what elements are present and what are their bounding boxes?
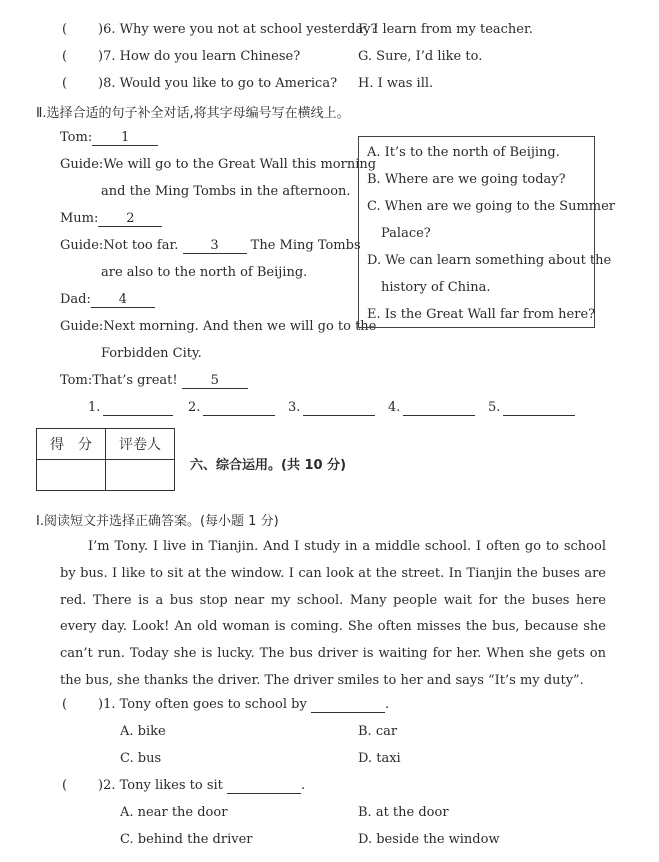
- answer-field-1[interactable]: [103, 401, 173, 416]
- q1-paren: (: [62, 697, 68, 712]
- option-c-cont: Palace?: [381, 226, 431, 241]
- dialogue-line-tom-1: Tom: 1: [60, 130, 158, 146]
- q1-blank[interactable]: [311, 698, 385, 713]
- answer-field-5[interactable]: [503, 401, 575, 416]
- q2-stem: )2. Tony likes to sit .: [98, 778, 306, 793]
- options-box: [358, 136, 616, 328]
- option-d-cont: history of China.: [381, 280, 491, 295]
- dialogue-line-tom-2: Tom:That’s great! 5: [60, 373, 248, 389]
- answer-field-4[interactable]: [403, 401, 475, 416]
- grader-header: 评卷人: [106, 429, 175, 460]
- answer-field-2[interactable]: [203, 401, 275, 416]
- score-cell[interactable]: [37, 460, 106, 491]
- q2-option-b[interactable]: B. at the door: [358, 805, 449, 820]
- option-c: C. When are we going to the Summer: [367, 199, 616, 214]
- grader-table: [36, 428, 175, 491]
- q2-option-d[interactable]: D. beside the window: [358, 832, 500, 847]
- section-6-title: 六、综合运用。(共 10 分): [190, 458, 347, 473]
- option-a: A. It’s to the north of Beijing.: [367, 145, 560, 160]
- option-d: D. We can learn something about the: [367, 253, 612, 268]
- item-8-paren: (: [62, 76, 68, 91]
- q1-option-d[interactable]: D. taxi: [358, 751, 401, 766]
- q2-option-c[interactable]: C. behind the driver: [120, 832, 253, 847]
- answer-blank-3[interactable]: 3: [183, 239, 247, 254]
- answer-blank-5[interactable]: 5: [182, 374, 248, 389]
- dialogue-line-guide-1: Guide:We will go to the Great Wall this morning: [60, 157, 377, 172]
- dialogue-line-guide-3-cont: Forbidden City.: [101, 346, 202, 361]
- item-6-paren: (: [62, 22, 68, 37]
- dialogue-line-guide-2-cont: are also to the north of Beijing.: [101, 265, 308, 280]
- answer-4: 4.: [388, 400, 475, 416]
- reading-heading: Ⅰ.阅读短文并选择正确答案。(每小题 1 分): [36, 514, 279, 529]
- answer-blank-2[interactable]: 2: [98, 212, 162, 227]
- answer-blank-1[interactable]: 1: [92, 131, 158, 146]
- item-6-question: )6. Why were you not at school yesterday?: [98, 22, 378, 37]
- answer-2: 2.: [188, 400, 275, 416]
- option-e: E. Is the Great Wall far from here?: [367, 307, 596, 322]
- answer-field-3[interactable]: [303, 401, 375, 416]
- option-f: F. I learn from my teacher.: [358, 22, 533, 37]
- q2-blank[interactable]: [227, 779, 301, 794]
- dialogue-line-guide-2: Guide:Not too far. 3 The Ming Tombs: [60, 238, 361, 253]
- item-7-question: )7. How do you learn Chinese?: [98, 49, 301, 64]
- item-8-question: )8. Would you like to go to America?: [98, 76, 338, 91]
- q2-paren: (: [62, 778, 68, 793]
- dialogue-line-dad: Dad: 4: [60, 292, 155, 308]
- dialogue-line-mum: Mum: 2: [60, 211, 162, 227]
- option-h: H. I was ill.: [358, 76, 434, 91]
- q1-option-c[interactable]: C. bus: [120, 751, 162, 766]
- dialogue-line-guide-3: Guide:Next morning. And then we will go to the: [60, 319, 377, 334]
- answer-blank-4[interactable]: 4: [91, 293, 155, 308]
- q1-stem: )1. Tony often goes to school by .: [98, 697, 390, 712]
- part2-heading: Ⅱ.选择合适的句子补全对话,将其字母编号写在横线上。: [36, 106, 350, 121]
- grader-cell[interactable]: [106, 460, 175, 491]
- item-7-paren: (: [62, 49, 68, 64]
- option-g: G. Sure, I’d like to.: [358, 49, 483, 64]
- reading-passage: I’m Tony. I live in Tianjin. And I study in a middle school. I often go to school by bus. I like to sit at the window. I can look at the street. In Tianjin the buses are red. There is a bus stop near my school. Many people wait for the buses here every day. Look! An old woman is coming. She often misses the bus, because she can’t run. Today she is lucky. The bus driver is waiting for her. When she gets on the bus, she thanks the driver. The driver smiles to her and says “It’s my duty”.: [60, 539, 606, 688]
- score-header: 得 分: [37, 429, 106, 460]
- q1-option-a[interactable]: A. bike: [120, 724, 166, 739]
- q2-option-a[interactable]: A. near the door: [120, 805, 228, 820]
- answer-1: 1.: [88, 400, 173, 416]
- dialogue-line-guide-1-cont: and the Ming Tombs in the afternoon.: [101, 184, 351, 199]
- option-b: B. Where are we going today?: [367, 172, 566, 187]
- q1-option-b[interactable]: B. car: [358, 724, 398, 739]
- answer-3: 3.: [288, 400, 375, 416]
- answer-5: 5.: [488, 400, 575, 416]
